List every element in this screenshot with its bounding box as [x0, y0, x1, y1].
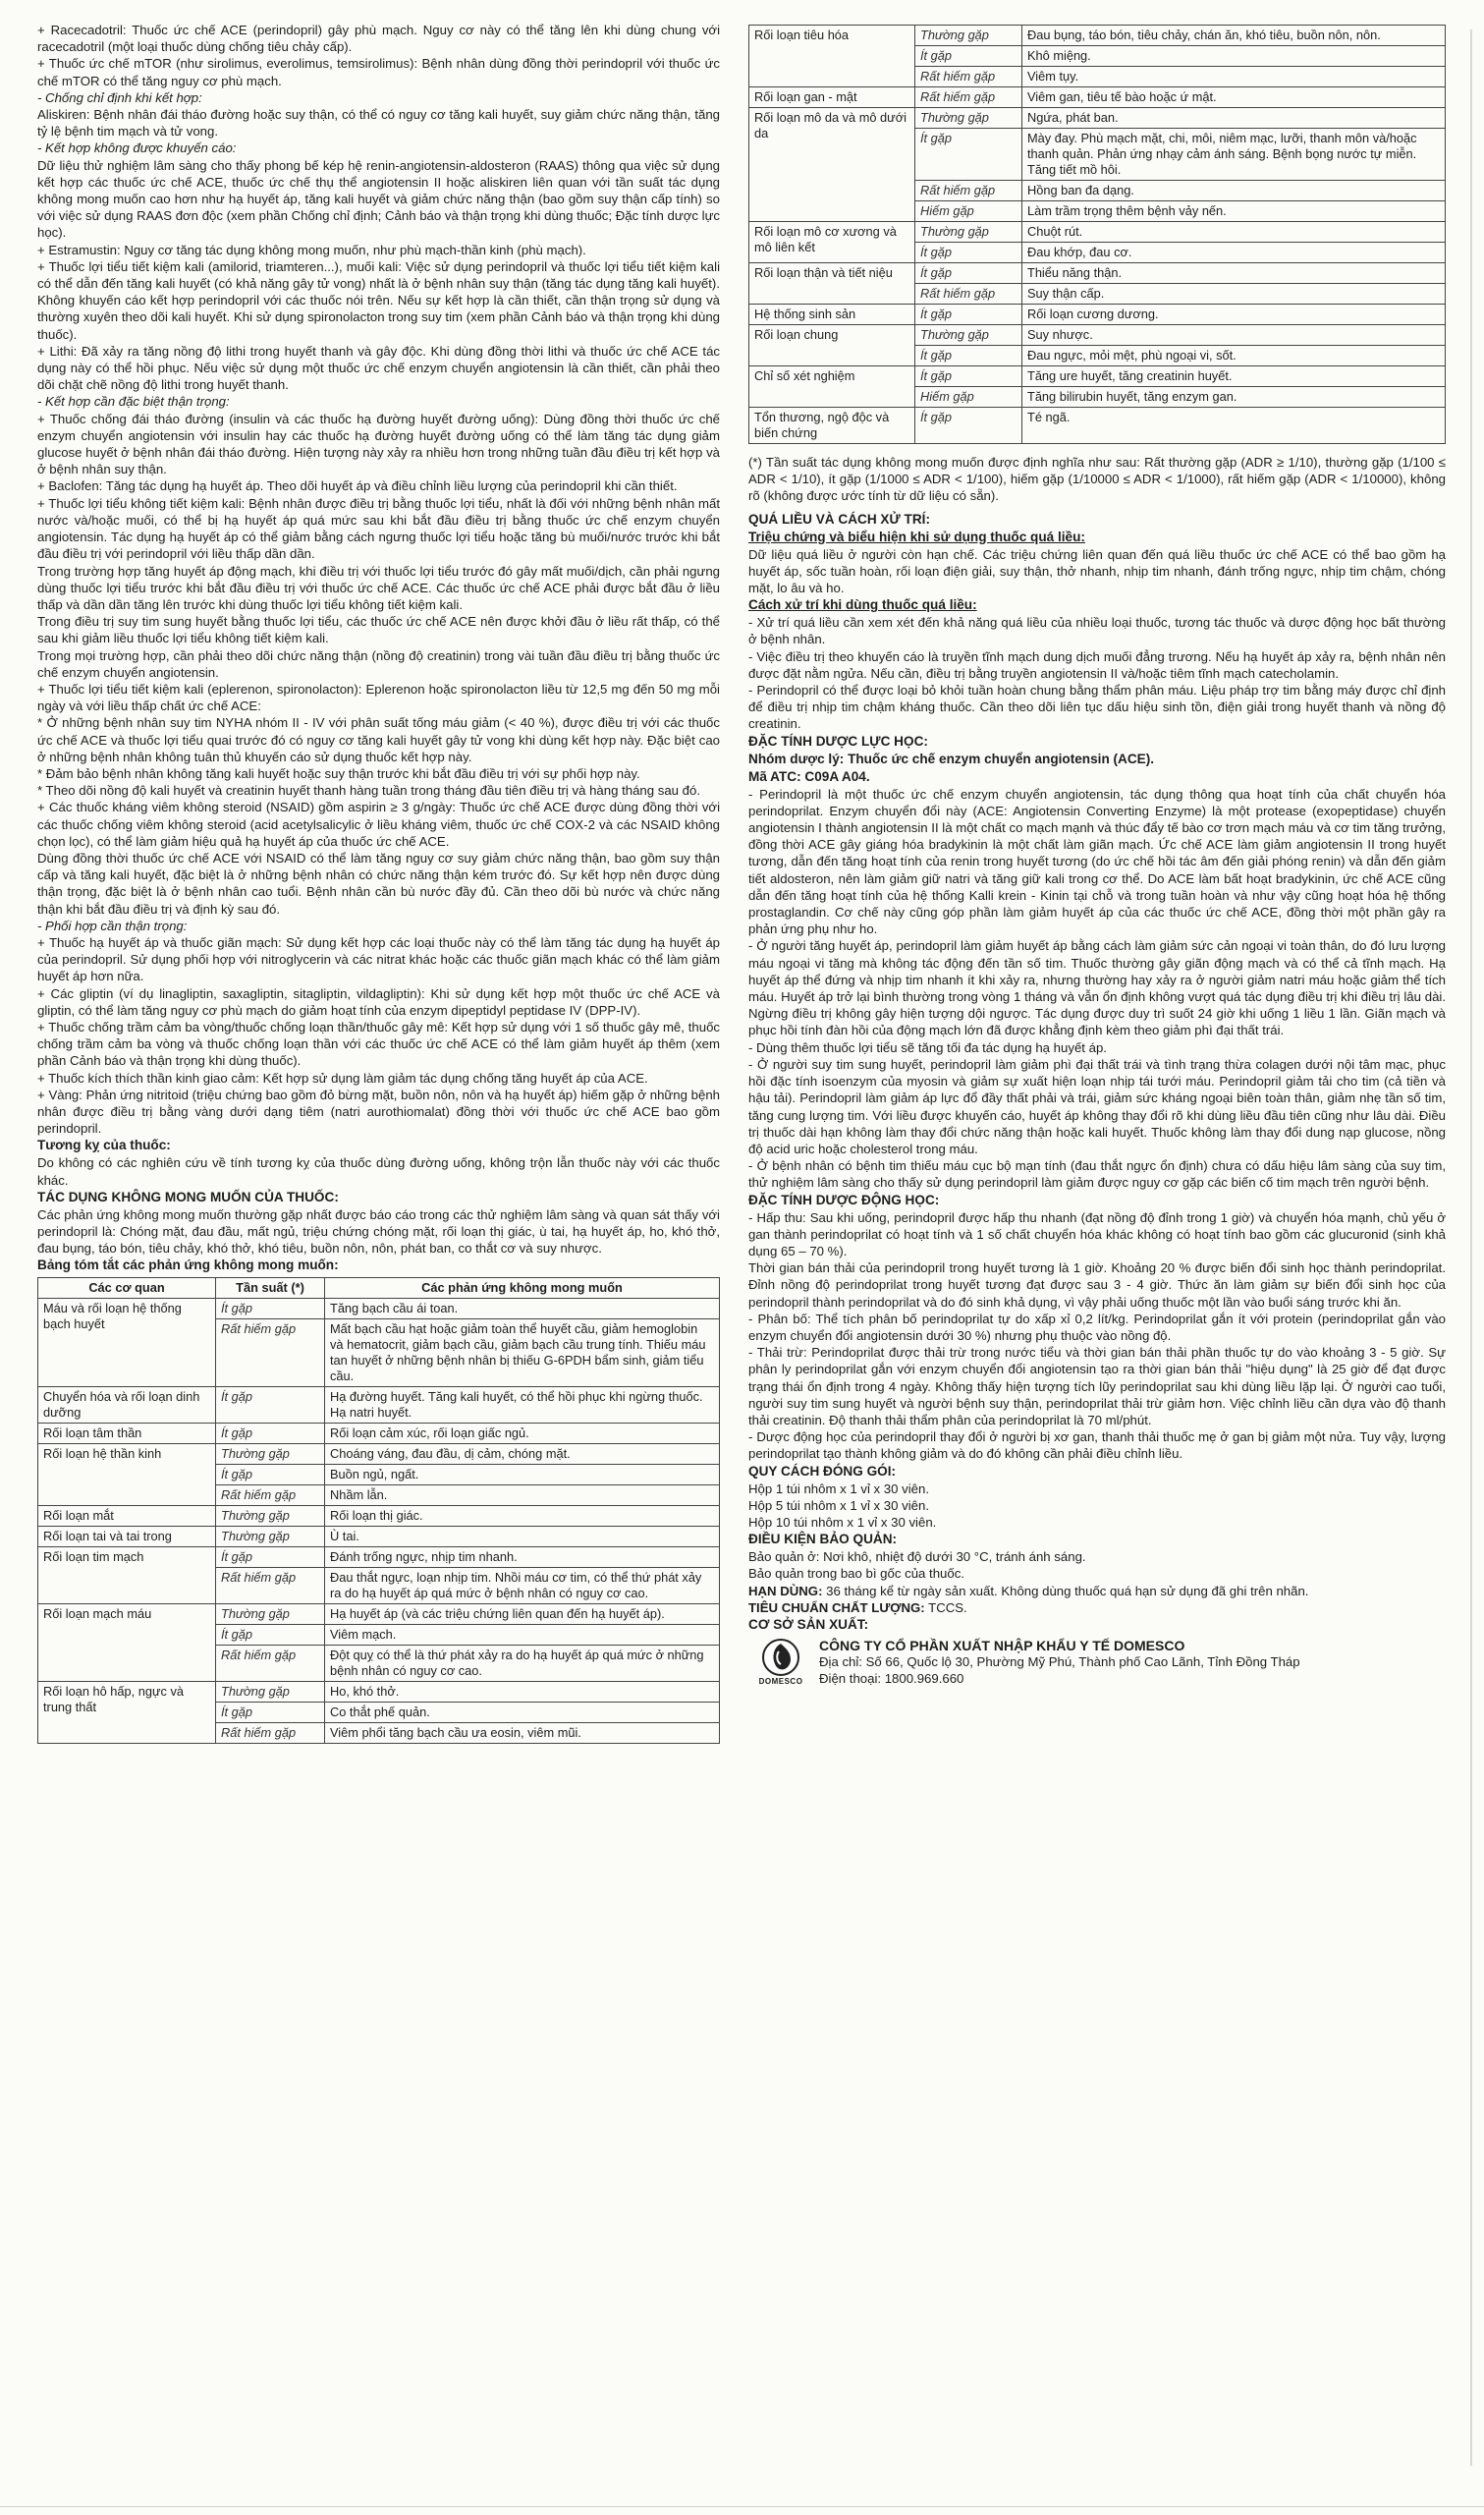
- frequency-note: (*) Tần suất tác dụng không mong muốn được định nghĩa như sau: Rất thường gặp (ADR ≥ 1/10), thường gặp (1/100 ≤ ADR < 1/10), ít gặp (1/1000 ≤ ADR < 1/100), hiếm gặp (1/10000 ≤ ADR < 1/1000), rất hiếm gặp (ADR < 1/10000), không rõ (không được ước tính từ dữ liệu có sẵn).: [748, 455, 1446, 504]
- page-edge-line: [1470, 29, 1472, 2466]
- overdose-heading: QUÁ LIỀU VÀ CÁCH XỬ TRÍ:: [748, 511, 930, 527]
- pharmacokinetics-paragraph: - Phân bố: Thể tích phân bố perindoprilat tự do xấp xỉ 0,2 lít/kg. Perindoprilat gắn ít với protein (perindoprilat gắn vào enzym chuyển đổi angiotensin dưới 30 %) nhưng phụ thuộc vào nồng độ.: [748, 1311, 1446, 1343]
- interaction-paragraph: - Chống chỉ định khi kết hợp:: [37, 89, 202, 105]
- domesco-logo: [756, 1638, 805, 1686]
- manufacturer-block: [748, 1638, 1446, 1688]
- storage-list: [748, 1548, 1446, 1582]
- reaction-cell: Hồng ban đa dạng.: [1022, 181, 1446, 201]
- reaction-cell: Đột quỵ có thể là thứ phát xảy ra do hạ huyết áp quá mức ở những bệnh nhân có nguy cơ cao.: [325, 1646, 720, 1682]
- organ-cell: Tổn thương, ngộ độc và biến chứng: [749, 408, 915, 444]
- pharmacokinetics-paragraph: - Hấp thu: Sau khi uống, perindopril được hấp thu nhanh (đạt nồng độ đỉnh trong 1 giờ) và chuyển hóa mạnh, chủ yếu ở gan thành perindoprilat có hoạt tính và 1 số chất chuyển hóa khác không có hoạt tính bao gồm các glucuronid (sinh khả dụng 65 – 70 %).: [748, 1209, 1446, 1258]
- organ-cell: Máu và rối loạn hệ thống bạch huyết: [38, 1299, 216, 1387]
- pharmacodynamics-paragraph: - Ở bệnh nhân có bệnh tim thiếu máu cục bộ mạn tính (đau thắt ngực ổn định) chưa có dấu hiệu lâm sàng của suy tim, thử nghiệm lâm sàng cho thấy sử dụng perindopril làm giảm được nguy cơ gặp các biến cố tim mạch trên người bệnh.: [748, 1158, 1446, 1191]
- pharmacodynamics-paragraph: - Dùng thêm thuốc lợi tiểu sẽ tăng tối đa tác dụng hạ huyết áp.: [748, 1039, 1107, 1055]
- reaction-cell: Suy nhược.: [1022, 325, 1446, 346]
- table-row: [38, 1682, 720, 1703]
- reaction-cell: Đau thắt ngực, loạn nhịp tim. Nhồi máu cơ tim, có thể thứ phát xảy ra do hạ huyết áp quá mức ở bệnh nhân có nguy cơ cao.: [325, 1568, 720, 1604]
- reaction-cell: Té ngã.: [1022, 408, 1446, 444]
- packaging-list: [748, 1481, 1446, 1532]
- compat-text: Do không có các nghiên cứu về tính tương kỵ của thuốc dùng đường uống, không trộn lẫn thuốc này với các thuốc khác.: [37, 1155, 720, 1188]
- table-row: [749, 263, 1446, 284]
- organ-cell: Rối loạn chung: [749, 325, 915, 366]
- storage-item: Bảo quản ở: Nơi khô, nhiệt độ dưới 30 °C, tránh ánh sáng.: [748, 1549, 1086, 1565]
- frequency-cell: Ít gặp: [915, 305, 1022, 325]
- header-organ: Các cơ quan: [38, 1278, 216, 1299]
- organ-cell: Rối loạn thận và tiết niệu: [749, 263, 915, 305]
- company-phone: Điện thoại: 1800.969.660: [819, 1671, 964, 1687]
- reaction-cell: Viêm mạch.: [325, 1625, 720, 1646]
- overdose-paragraph: - Việc điều trị theo khuyến cáo là truyền tĩnh mạch dung dịch muối đẳng trương. Nếu hạ huyết áp xảy ra, bệnh nhân nên được đặt nằm ngửa. Nếu cần, điều trị bằng truyền angiotensin II và/hoặc tiêm tĩnh mạch catecholamin.: [748, 648, 1446, 681]
- organ-cell: Rối loạn mô cơ xương và mô liên kết: [749, 222, 915, 263]
- reaction-cell: Tăng bạch cầu ái toan.: [325, 1299, 720, 1319]
- header-frequency: Tần suất (*): [216, 1278, 325, 1299]
- frequency-cell: Thường gặp: [216, 1682, 325, 1703]
- frequency-cell: Ít gặp: [216, 1424, 325, 1444]
- pharmacokinetics-heading: ĐẶC TÍNH DƯỢC ĐỘNG HỌC:: [748, 1192, 940, 1207]
- reaction-cell: Đau bụng, táo bón, tiêu chảy, chán ăn, khó tiêu, buồn nôn, nôn.: [1022, 26, 1446, 46]
- frequency-cell: Ít gặp: [915, 129, 1022, 181]
- interaction-paragraph: + Thuốc hạ huyết áp và thuốc giãn mạch: Sử dụng kết hợp các loại thuốc này có thể làm tăng tác dụng hạ huyết áp của perindopril. Sử dụng phối hợp với nitroglycerin và các nitrat khác hoặc các thuốc giãn mạch khác có thể làm giảm huyết áp hơn nữa.: [37, 934, 720, 984]
- interaction-paragraph: + Vàng: Phản ứng nitritoid (triệu chứng bao gồm đỏ bừng mặt, buồn nôn, nôn và hạ huyết áp) hiếm gặp ở những bệnh nhân được điều trị bằng vàng dưới dạng tiêm (natri aurothiomalat) đồng thời với thuốc ức chế ACE bao gồm perindopril.: [37, 1087, 720, 1137]
- interaction-paragraph: Aliskiren: Bệnh nhân đái tháo đường hoặc suy thận, có thể có nguy cơ tăng kali huyết, suy giảm chức năng thận, tăng tỷ lệ bệnh tim mạch và tử vong.: [37, 107, 720, 140]
- table-row: [749, 26, 1446, 46]
- packaging-heading: QUY CÁCH ĐÓNG GÓI:: [748, 1463, 897, 1479]
- frequency-cell: Rất hiếm gặp: [915, 284, 1022, 305]
- reaction-cell: Viêm phổi tăng bạch cầu ưa eosin, viêm mũi.: [325, 1723, 720, 1744]
- table-row: [749, 366, 1446, 387]
- frequency-cell: Ít gặp: [216, 1625, 325, 1646]
- organ-cell: Rối loạn tim mạch: [38, 1547, 216, 1604]
- right-column: [748, 22, 1446, 1688]
- frequency-cell: Rất hiếm gặp: [216, 1319, 325, 1387]
- frequency-cell: Rất hiếm gặp: [915, 87, 1022, 108]
- frequency-cell: Ít gặp: [915, 366, 1022, 387]
- interaction-paragraph: + Thuốc kích thích thần kinh giao cảm: Kết hợp sử dụng làm giảm tác dụng chống tăng huyết áp của ACE.: [37, 1070, 648, 1086]
- reaction-cell: Buồn ngủ, ngất.: [325, 1465, 720, 1485]
- expiry-label: HẠN DÙNG:: [748, 1583, 823, 1598]
- table-row: [749, 87, 1446, 108]
- interaction-paragraph: * Ở những bệnh nhân suy tim NYHA nhóm II - IV với phân suất tống máu giảm (< 40 %), được điều trị với các thuốc ức chế ACE và thuốc lợi tiểu quai trước đó có nguy cơ tăng kali huyết gây tử vong khi dùng kết hợp này. Đặc biệt cao ở những bệnh nhân không tuân thủ khuyến cáo sử dụng thuốc kết hợp này.: [37, 715, 720, 764]
- frequency-cell: Ít gặp: [216, 1547, 325, 1568]
- ae-heading: TÁC DỤNG KHÔNG MONG MUỐN CỦA THUỐC:: [37, 1189, 339, 1204]
- interaction-paragraph: + Lithi: Đã xảy ra tăng nồng độ lithi trong huyết thanh và gây độc. Khi dùng đồng thời lithi và thuốc ức chế ACE tác dụng này có thể hồi phục. Nếu việc sử dụng một thuốc ức chế enzym chuyển angiotensin là cần thiết, cần phải theo dõi chặt chẽ nồng độ lithi trong huyết thanh.: [37, 343, 720, 393]
- standard-label: TIÊU CHUẨN CHẤT LƯỢNG:: [748, 1599, 925, 1615]
- frequency-cell: Thường gặp: [915, 222, 1022, 243]
- domesco-logo-icon: [761, 1638, 800, 1677]
- reaction-cell: Ù tai.: [325, 1527, 720, 1547]
- interaction-paragraph: - Kết hợp cần đặc biệt thận trọng:: [37, 394, 230, 410]
- reaction-cell: Viêm gan, tiêu tế bào hoặc ứ mật.: [1022, 87, 1446, 108]
- reaction-cell: Thiểu năng thận.: [1022, 263, 1446, 284]
- frequency-cell: Ít gặp: [216, 1703, 325, 1723]
- table-row: [38, 1424, 720, 1444]
- table-row: [749, 108, 1446, 129]
- organ-cell: Rối loạn tai và tai trong: [38, 1527, 216, 1547]
- table-header-row: [38, 1278, 720, 1299]
- interaction-paragraph: + Thuốc lợi tiểu tiết kiệm kali (eplerenon, spironolacton): Eplerenon hoặc spironolacton liều từ 12,5 mg đến 50 mg mỗi ngày và với liều thấp chất ức chế ACE:: [37, 681, 720, 714]
- compat-heading: Tương kỵ của thuốc:: [37, 1138, 171, 1153]
- interaction-paragraph: Trong mọi trường hợp, cần phải theo dõi chức năng thận (nồng độ creatinin) trong vài tuần đầu điều trị bằng thuốc ức chế enzym chuyển angiotensin.: [37, 647, 720, 680]
- frequency-cell: Hiếm gặp: [915, 387, 1022, 408]
- frequency-cell: Rất hiếm gặp: [915, 181, 1022, 201]
- organ-cell: Rối loạn hệ thần kinh: [38, 1444, 216, 1506]
- pharmacodynamics-paragraph: - Ở người suy tim sung huyết, perindopril làm giảm phì đại thất trái và tình trạng thừa colagen dưới nội tâm mạc, phục hồi đặc tính isoenzym của myosin và giảm sự xuất hiện loạn nhịp tái tưới máu. Perindopril giảm tải cho tim (cả tiền và hậu tải). Perindopril làm giảm áp lực đổ đầy thất phải và trái, giảm sức kháng ngoại biên toàn thân, giảm nhẹ tần số tim, tăng cung lượng tim. Với liều được khuyến cáo, huyết áp không thay đổi rõ khi dùng liều đầu tiên cũng như lâu dài. Điều trị thuốc dài hạn không làm thay đổi chức năng thận hoặc kali huyết. Thuốc không làm thay đổi dung nạp glucose, nồng độ acid uric hoặc cholesterol trong máu.: [748, 1056, 1446, 1156]
- reaction-cell: Ngứa, phát ban.: [1022, 108, 1446, 129]
- frequency-cell: Ít gặp: [915, 243, 1022, 263]
- reaction-cell: Hạ huyết áp (và các triệu chứng liên quan đến hạ huyết áp).: [325, 1604, 720, 1625]
- frequency-cell: Thường gặp: [915, 108, 1022, 129]
- adverse-effects-table-left: [37, 1277, 720, 1744]
- left-column: [37, 22, 720, 1754]
- overdose-treatment-list: [748, 614, 1446, 732]
- interaction-paragraph: + Racecadotril: Thuốc ức chế ACE (perindopril) gây phù mạch. Nguy cơ này có thể tăng lên khi dùng chung với racecadotril (một loại thuốc dùng chống tiêu chảy cấp).: [37, 23, 720, 55]
- reaction-cell: Rối loạn cương dương.: [1022, 305, 1446, 325]
- table-row: [38, 1299, 720, 1319]
- frequency-cell: Ít gặp: [915, 263, 1022, 284]
- frequency-cell: Thường gặp: [216, 1527, 325, 1547]
- frequency-cell: Ít gặp: [915, 408, 1022, 444]
- company-address: Địa chỉ: Số 66, Quốc lộ 30, Phường Mỹ Phú, Thành phố Cao Lãnh, Tỉnh Đồng Tháp: [819, 1653, 1300, 1669]
- packaging-item: Hộp 5 túi nhôm x 1 vỉ x 30 viên.: [748, 1497, 929, 1513]
- organ-cell: Hệ thống sinh sản: [749, 305, 915, 325]
- reaction-cell: Mất bạch cầu hạt hoặc giảm toàn thể huyết cầu, giảm hemoglobin và hematocrit, giảm bạch cầu, giảm bạch cầu trung tính. Thiếu máu tan huyết ở những bệnh nhân bị thiếu G-6PDH bẩm sinh, giảm tiểu cầu.: [325, 1319, 720, 1387]
- overdose-symptoms-heading: Triệu chứng và biểu hiện khi sử dụng thuốc quá liều:: [748, 529, 1085, 544]
- organ-cell: Chuyển hóa và rối loạn dinh dưỡng: [38, 1387, 216, 1424]
- table-row: [38, 1387, 720, 1424]
- interaction-paragraph: + Các thuốc kháng viêm không steroid (NSAID) gồm aspirin ≥ 3 g/ngày: Thuốc ức chế ACE được dùng đồng thời với các thuốc chống viêm không steroid (acid acetylsalicylic ở liều kháng viêm, thuốc ức chế COX-2 và các NSAID không chọn lọc), có thể làm giảm hiệu quả hạ huyết áp của thuốc ức chế ACE.: [37, 800, 720, 849]
- organ-cell: Rối loạn gan - mật: [749, 87, 915, 108]
- interaction-paragraph: - Phối hợp cần thận trọng:: [37, 918, 188, 933]
- pharmacokinetics-paragraph: - Dược động học của perindopril thay đổi ở người bị xơ gan, thanh thải thuốc mẹ ở gan bị giảm một nửa. Tuy vậy, lượng perindoprilat tạo thành không giảm và do đó không cần phải điều chỉnh liều.: [748, 1429, 1446, 1462]
- ae-text: Các phản ứng không mong muốn thường gặp nhất được báo cáo trong các thử nghiệm lâm sàng và quan sát thấy với perindopril là: Chóng mặt, đau đầu, mất ngủ, triệu chứng chóng mặt, rối loạn thị giác, ù tai, hạ huyết áp, ho, khó thở, đau bụng, táo bón, tiêu chảy, khó thở, khó tiêu, buồn nôn, nôn, phát ban, co thắt cơ và suy nhược.: [37, 1206, 720, 1257]
- organ-cell: Rối loạn tiêu hóa: [749, 26, 915, 87]
- reaction-cell: Suy thận cấp.: [1022, 284, 1446, 305]
- reaction-cell: Mày đay. Phù mạch mặt, chi, môi, niêm mạc, lưỡi, thanh môn và/hoặc thanh quản. Phản ứng nhạy cảm ánh sáng. Bệnh bọng nước tự miễn. Tăng tiết mồ hôi.: [1022, 129, 1446, 181]
- pharmacodynamics-paragraph: - Ở người tăng huyết áp, perindopril làm giảm huyết áp bằng cách làm giảm sức cản ngoại vi toàn thân, do đó lưu lượng máu ngoại vi tăng mà không tác động đến tần số tim. Thuốc thường gây giãn động mạch và có thể cả tĩnh mạch. Hạ huyết áp thể đứng và nhịp tim nhanh ít khi xảy ra, nhưng thường hay xảy ra ở người giảm natri máu hoặc giảm thể tích máu. Huyết áp trở lại bình thường trong vòng 1 tháng và vẫn ổn định không vượt quá tác dụng điều trị khi điều trị lâu dài. Ngừng điều trị không gây hiện tượng dội ngược. Tác dụng được duy trì suốt 24 giờ khi uống 1 liều 1 lần. Giãn mạch và phục hồi tính đàn hồi của động mạch lớn đã được khẳng định kèm theo giảm phì đại thất trái.: [748, 938, 1446, 1038]
- overdose-symptoms-text: Dữ liệu quá liều ở người còn hạn chế. Các triệu chứng liên quan đến quá liều thuốc ức chế ACE có thể bao gồm hạ huyết áp, sốc tuần hoàn, rối loạn điện giải, suy thận, thở nhanh, nhịp tim nhanh, đánh trống ngực, nhịp tim chậm, chóng mặt, lo âu và ho.: [748, 546, 1446, 596]
- table-row: [38, 1547, 720, 1568]
- frequency-cell: Rất hiếm gặp: [216, 1485, 325, 1506]
- pharmacokinetics-text: [748, 1209, 1446, 1463]
- reaction-cell: Nhầm lẫn.: [325, 1485, 720, 1506]
- reaction-cell: Ho, khó thở.: [325, 1682, 720, 1703]
- organ-cell: Rối loạn tâm thần: [38, 1424, 216, 1444]
- interaction-paragraph: + Estramustin: Nguy cơ tăng tác dụng không mong muốn, như phù mạch-thần kinh (phù mạch).: [37, 242, 586, 257]
- interaction-paragraph: + Các gliptin (ví dụ linagliptin, saxagliptin, sitagliptin, vildagliptin): Khi sử dụng kết hợp một thuốc ức chế ACE và gliptin, có thể làm tăng nguy cơ phù mạch do giảm hoạt tính của enzym dipeptidyl peptidase IV (DPP-IV).: [37, 985, 720, 1018]
- interaction-paragraph: Dữ liệu thử nghiệm lâm sàng cho thấy phong bế kép hệ renin-angiotensin-aldosteron (RAAS) thông qua việc sử dụng kết hợp các thuốc ức chế ACE, thuốc ức chế thụ thể angiotensin II hoặc aliskiren liên quan với tần suất tác dụng không mong muốn cao hơn như hạ huyết áp, tăng kali huyết và giảm chức năng thận (bao gồm suy thận cấp tính) so với việc sử dụng RAAS đơn độc (xem phần Chống chỉ định; Cảnh báo và thận trọng khi dùng thuốc; Đặc tính dược lực học).: [37, 157, 720, 241]
- logo-text: DOMESCO: [758, 1676, 803, 1686]
- organ-cell: Chỉ số xét nghiệm: [749, 366, 915, 408]
- reaction-cell: Làm trầm trọng thêm bệnh vảy nến.: [1022, 201, 1446, 222]
- frequency-cell: Thường gặp: [915, 26, 1022, 46]
- reaction-cell: Đau khớp, đau cơ.: [1022, 243, 1446, 263]
- frequency-cell: Thường gặp: [915, 325, 1022, 346]
- reaction-cell: Rối loạn thị giác.: [325, 1506, 720, 1527]
- frequency-cell: Rất hiếm gặp: [915, 67, 1022, 87]
- overdose-paragraph: - Perindopril có thể được loại bỏ khỏi tuần hoàn chung bằng thẩm phân máu. Liệu pháp trợ tim bằng máy được chỉ định để điều trị nhịp tim chậm kháng thuốc. Cần theo dõi liên tục dấu hiệu sinh tồn, điện giải trong huyết thanh và nồng độ creatinin.: [748, 683, 1446, 732]
- ae-table-caption: Bảng tóm tắt các phản ứng không mong muốn:: [37, 1258, 339, 1273]
- interaction-paragraph: + Baclofen: Tăng tác dụng hạ huyết áp. Theo dõi huyết áp và điều chỉnh liều lượng của perindopril khi cần thiết.: [37, 478, 678, 494]
- overdose-paragraph: - Xử trí quá liều cần xem xét đến khả năng quá liều của nhiều loại thuốc, tương tác thuốc và dược động học bất thường ở bệnh nhân.: [748, 615, 1446, 647]
- interaction-paragraph: Trong trường hợp tăng huyết áp động mạch, khi điều trị với thuốc lợi tiểu trước đó gây mất muối/dịch, cần phải ngưng dùng thuốc lợi tiểu trước khi bắt đầu điều trị với thuốc ức chế ACE. Các thuốc ức chế ACE phải được bắt đầu ở liều thấp và dần dần tăng lên trước khi dùng thuốc lợi tiểu không tiết kiệm kali.: [37, 563, 720, 612]
- reaction-cell: Đánh trống ngực, nhịp tim nhanh.: [325, 1547, 720, 1568]
- pharmacodynamics-paragraph: - Perindopril là một thuốc ức chế enzym chuyển angiotensin, tác dụng thông qua hoạt tính của chất chuyển hóa perindoprilat. Enzym chuyển đổi này (ACE: Angiotensin Converting Enzyme) là một protease (exopeptidase) chuyển angiotensin I thành angiotensin II là một chất co mạch mạnh và thúc đẩy tế bào cơ trơn mạch máu và cơ tim tăng trưởng, đồng thời ACE gây giáng hóa bradykinin là một chất làm giãn mạch. Ức chế ACE làm giảm angiotensin II trong huyết tương, dẫn đến tăng hoạt tính của renin trong huyết tương (do ức chế hồi tác âm đến giải phóng renin) và dẫn đến giảm tiết aldosteron, nên làm giảm giữ natri và tăng giữ kali trong cơ thể. Do ACE làm bất hoạt bradykinin, ức chế ACE cũng dẫn đến tăng hoạt tính của hệ thống Kalli krein - Kinin tại chỗ và trong tuần hoàn và như vậy cũng hoạt hóa hệ thống prostaglandin. Cơ chế này cũng góp phần làm giảm huyết áp của các thuốc ức chế ACE, đồng thời một phần gây ra phản ứng phụ như ho.: [748, 786, 1446, 937]
- reaction-cell: Co thắt phế quản.: [325, 1703, 720, 1723]
- interaction-paragraph: + Thuốc lợi tiểu tiết kiệm kali (amilorid, triamteren...), muối kali: Việc sử dụng perindopril và thuốc lợi tiểu tiết kiệm kali có thể dẫn đến tăng kali huyết (có khả năng gây tử vong) nhất là ở bệnh nhân suy thận (tăng tác dụng tăng kali huyết). Không khuyến cáo kết hợp perindopril với các thuốc nói trên. Nếu sự kết hợp là cần thiết, cần thận trọng sử dụng và thường xuyên theo dõi kali huyết. Khi sử dụng spironolacton trong suy tim (xem phần Cảnh báo và thận trọng khi dùng thuốc).: [37, 258, 720, 342]
- pharmacokinetics-paragraph: - Thải trừ: Perindoprilat được thải trừ trong nước tiểu và thời gian bán thải phần thuốc tự do vào khoảng 3 - 5 giờ. Sự phân ly perindoprilat gắn với enzym chuyển đổi angiotensin tạo ra thời gian bán thải "hiệu dụng" là 25 giờ để đạt được trạng thái ổn định trong 4 ngày. Không thấy hiện tượng tích lũy perindoprilat sau khi dùng liều lặp lại. Ở người cao tuổi, người suy tim sung huyết và người bệnh suy thận, perindoprilat thải trừ giảm hơn. Việc chỉnh liều cần dựa vào độ thanh thải creatinin. Độ thanh thải thẩm phân của perindoprilat là 70 ml/phút.: [748, 1345, 1446, 1427]
- table-row: [749, 408, 1446, 444]
- interaction-paragraph: + Thuốc chống trầm cảm ba vòng/thuốc chống loạn thần/thuốc gây mê: Kết hợp sử dụng với 1 số thuốc gây mê, thuốc chống trầm cảm ba vòng và thuốc chống loạn thần với các thuốc ức chế ACE có thể làm giảm huyết áp thêm (xem phần Cảnh báo và thận trọng khi dùng thuốc).: [37, 1019, 720, 1069]
- reaction-cell: Khô miệng.: [1022, 46, 1446, 67]
- adverse-effects-table-right: [748, 25, 1446, 444]
- packaging-item: Hộp 1 túi nhôm x 1 vỉ x 30 viên.: [748, 1481, 929, 1496]
- storage-heading: ĐIỀU KIỆN BẢO QUẢN:: [748, 1532, 898, 1547]
- table-row: [38, 1444, 720, 1465]
- reaction-cell: Hạ đường huyết. Tăng kali huyết, có thể hồi phục khi ngừng thuốc. Hạ natri huyết.: [325, 1387, 720, 1424]
- reaction-cell: Rối loạn cảm xúc, rối loạn giấc ngủ.: [325, 1424, 720, 1444]
- organ-cell: Rối loạn hô hấp, ngực và trung thất: [38, 1682, 216, 1744]
- frequency-cell: Ít gặp: [915, 346, 1022, 366]
- pharmacodynamics-heading: ĐẶC TÍNH DƯỢC LỰC HỌC:: [748, 733, 928, 749]
- pharmacologic-group: Nhóm dược lý: Thuốc ức chế enzym chuyển angiotensin (ACE).: [748, 751, 1155, 766]
- organ-cell: Rối loạn mạch máu: [38, 1604, 216, 1682]
- overdose-treatment-heading: Cách xử trí khi dùng thuốc quá liều:: [748, 597, 977, 613]
- interaction-paragraph: Dùng đồng thời thuốc ức chế ACE với NSAID có thể làm tăng nguy cơ suy giảm chức năng thận, bao gồm suy thận cấp và tăng kali huyết, đặc biệt là ở những bệnh nhân có chức năng thận kém trước đó. Sự kết hợp nên được dùng thận trọng, đặc biệt là ở bệnh nhân cao tuổi. Bệnh nhân cần bù nước đầy đủ. Cần theo dõi bù nước và chức năng thận khi bắt đầu điều trị và định kỳ sau đó.: [37, 850, 720, 917]
- table-row: [749, 222, 1446, 243]
- interaction-paragraph: + Thuốc chống đái tháo đường (insulin và các thuốc hạ đường huyết đường uống): Dùng đồng thời thuốc ức chế enzym chuyển angiotensin với insulin hay các thuốc hạ đường huyết đường uống có thể làm tăng tác dụng giảm glucose huyết ở bệnh nhân đái tháo đường. Hiện tượng này xảy ra nhiều hơn trong những tuần đầu điều trị kết hợp và ở bệnh nhân suy thận.: [37, 411, 720, 477]
- interaction-paragraph: + Thuốc ức chế mTOR (như sirolimus, everolimus, temsirolimus): Bệnh nhân dùng đồng thời perindopril với thuốc ức chế mTOR có thể tăng nguy cơ phù mạch.: [37, 56, 720, 88]
- standard-line: [748, 1599, 1446, 1616]
- interaction-paragraph: * Theo dõi nồng độ kali huyết và creatinin huyết thanh hàng tuần trong tháng đầu tiên điều trị và hàng tháng sau đó.: [37, 783, 701, 799]
- page-bottom-line: [0, 2506, 1484, 2507]
- frequency-cell: Hiếm gặp: [915, 201, 1022, 222]
- reaction-cell: Viêm tụy.: [1022, 67, 1446, 87]
- organ-cell: Rối loạn mô da và mô dưới da: [749, 108, 915, 222]
- frequency-cell: Thường gặp: [216, 1506, 325, 1527]
- reaction-cell: Choáng váng, đau đầu, dị cảm, chóng mặt.: [325, 1444, 720, 1465]
- reaction-cell: Chuột rút.: [1022, 222, 1446, 243]
- frequency-cell: Rất hiếm gặp: [216, 1646, 325, 1682]
- standard-text: TCCS.: [928, 1599, 967, 1615]
- frequency-cell: Ít gặp: [216, 1465, 325, 1485]
- frequency-cell: Ít gặp: [915, 46, 1022, 67]
- pharmacokinetics-paragraph: Thời gian bán thải của perindopril trong huyết tương là 1 giờ. Khoảng 20 % được biến đổi sinh học thành perindoprilat. Đỉnh nồng độ perindoprilat trong huyết tương đạt được sau 3 - 4 giờ. Thức ăn làm giảm sự biến đổi sinh học của perindopril thành perindoprilat và do đó sinh khả dụng, vì vậy phải uống thuốc một lần vào buổi sáng trước khi ăn.: [748, 1260, 1446, 1310]
- reaction-cell: Tăng bilirubin huyết, tăng enzym gan.: [1022, 387, 1446, 408]
- expiry-text: 36 tháng kể từ ngày sản xuất. Không dùng thuốc quá hạn sử dụng đã ghi trên nhãn.: [826, 1583, 1309, 1598]
- frequency-cell: Rất hiếm gặp: [216, 1723, 325, 1744]
- table-row: [749, 305, 1446, 325]
- frequency-cell: Thường gặp: [216, 1444, 325, 1465]
- interaction-paragraph: * Đảm bảo bệnh nhân không tăng kali huyết hoặc suy thận trước khi bắt đầu điều trị với sự phối hợp này.: [37, 765, 640, 781]
- manufacturer-heading: CƠ SỞ SẢN XUẤT:: [748, 1616, 869, 1632]
- table-row: [38, 1604, 720, 1625]
- organ-cell: Rối loạn mắt: [38, 1506, 216, 1527]
- expiry-line: [748, 1583, 1446, 1599]
- atc-code: Mã ATC: C09A A04.: [748, 768, 870, 784]
- reaction-cell: Đau ngực, mỏi mệt, phù ngoại vi, sốt.: [1022, 346, 1446, 366]
- interaction-paragraph: Trong điều trị suy tim sung huyết bằng thuốc lợi tiểu, các thuốc ức chế ACE nên được khởi đầu ở liều rất thấp, có thể sau khi giảm liều thuốc lợi tiểu không tiết kiệm kali.: [37, 614, 720, 646]
- frequency-cell: Ít gặp: [216, 1299, 325, 1319]
- storage-item: Bảo quản trong bao bì gốc của thuốc.: [748, 1566, 964, 1582]
- table-row: [38, 1527, 720, 1547]
- interaction-paragraph: - Kết hợp không được khuyến cáo:: [37, 140, 237, 156]
- interaction-paragraph: + Thuốc lợi tiểu không tiết kiệm kali: Bệnh nhân được điều trị bằng thuốc lợi tiểu, nhất là đối với những bệnh nhân mất nước và/hoặc muối, có thể bị hạ huyết áp quá mức sau khi bắt đầu điều trị bằng thuốc ức chế enzym chuyển angiotensin. Tác dụng hạ huyết áp có thể giảm bằng cách ngưng thuốc lợi tiểu hoặc tăng bù muối/nước trước khi bắt đầu điều trị với perindopril với liều thấp dần dần.: [37, 495, 720, 562]
- header-reactions: Các phản ứng không mong muốn: [325, 1278, 720, 1299]
- packaging-item: Hộp 10 túi nhôm x 1 vỉ x 30 viên.: [748, 1514, 937, 1530]
- company-name: CÔNG TY CỔ PHẦN XUẤT NHẬP KHẨU Y TẾ DOMESCO: [819, 1637, 1185, 1653]
- pharmacodynamics-text: [748, 786, 1446, 1192]
- frequency-cell: Ít gặp: [216, 1387, 325, 1424]
- frequency-cell: Thường gặp: [216, 1604, 325, 1625]
- table-row: [749, 325, 1446, 346]
- reaction-cell: Tăng ure huyết, tăng creatinin huyết.: [1022, 366, 1446, 387]
- interactions-section: [37, 22, 720, 1137]
- table-row: [38, 1506, 720, 1527]
- frequency-cell: Rất hiếm gặp: [216, 1568, 325, 1604]
